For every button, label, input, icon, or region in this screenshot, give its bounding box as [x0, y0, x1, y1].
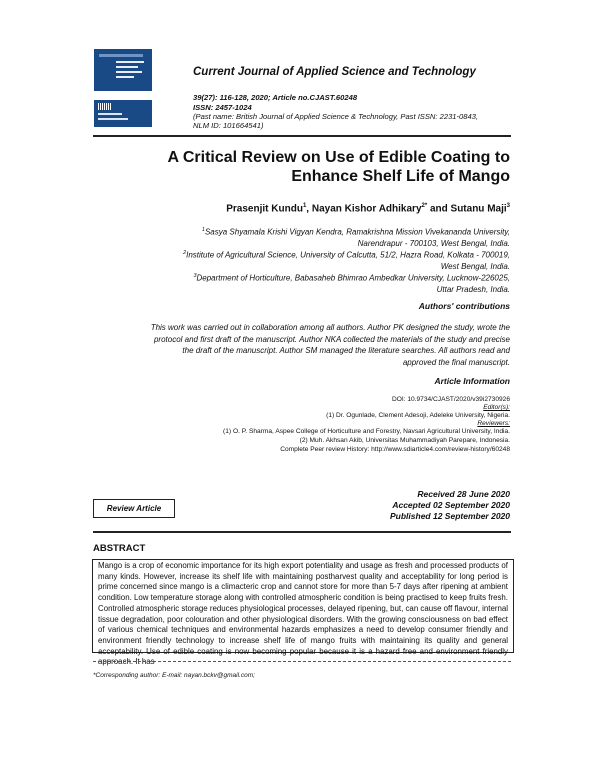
reviewers-label: Reviewers: [477, 420, 510, 427]
published-date: Published 12 September 2020 [390, 511, 510, 521]
article-title: A Critical Review on Use of Edible Coating to Enhance Shelf Life of Mango [167, 149, 510, 185]
reviewer-entry: (2) Muh. Akhsan Akib, Universitas Muhammadiyah Parepare, Indonesia. [299, 437, 510, 444]
author-name: Sutanu Maji [450, 203, 507, 215]
journal-name: Current Journal of Applied Science and Technology [193, 66, 476, 78]
reviewer-entry: (1) O. P. Sharma, Aspee College of Horticulture and Forestry, Navsari Agricultural University, India. [223, 428, 510, 435]
author-list: Prasenjit Kundu$^1$, Nayan Kishor Adhikary$^{2*}$ and Sutanu Maji$^3$ [226, 203, 510, 215]
journal-issn: ISSN: 2457-1024 [193, 103, 252, 112]
article-info-heading: Article Information [434, 376, 510, 386]
header-rule [93, 135, 511, 137]
journal-nlm-id: NLM ID: 101664541) [193, 121, 264, 130]
editor-entry: (1) Dr. Ogunlade, Clement Adesoji, Adeleke University, Nigeria. [326, 412, 510, 419]
review-history: Complete Peer review History: http://www.sdiarticle4.com/review-history/60248 [280, 446, 510, 453]
contributions-heading: Authors' contributions [418, 301, 510, 311]
affiliation: $^3$Department of Horticulture, Babasaheb Bhimrao Ambedkar University, Lucknow-226025, Uttar Pradesh, India. [193, 273, 510, 295]
footnote-separator [93, 661, 511, 662]
journal-past-name: (Past name: British Journal of Applied Science & Technology, Past ISSN: 2231-0843, [193, 112, 479, 121]
review-history-link[interactable]: http://www.sdiarticle4.com/review-history/60248 [371, 446, 510, 453]
affiliation: $^1$Sasya Shyamala Krishi Vigyan Kendra, Ramakrishna Mission Vivekananda University, Narendrapur - 700103, West Bengal, India. [201, 227, 510, 249]
contributions-text: This work was carried out in collaboration among all authors. Author PK designed the study, wrote the protocol and first draft of the manuscript. Author NKA collected the materials of the study and precise the draft of the manuscript. Author SM managed the literature searches. All authors read and approved the final manuscript. [150, 323, 510, 367]
abstract-box [92, 559, 514, 667]
abstract-rule [93, 531, 511, 533]
journal-barcode-thumbnail [94, 100, 152, 127]
doi: DOI: 10.9734/CJAST/2020/v39i2730926 [391, 396, 510, 403]
editors-label: Editor(s): [483, 404, 510, 411]
affiliation: $^2$Institute of Agricultural Science, University of Calcutta, 51/2, Hazra Road, Kolkata - 700019, West Bengal, India. [183, 250, 510, 272]
received-date: Received 28 June 2020 [417, 489, 510, 499]
journal-cover-thumbnail [94, 49, 152, 91]
abstract-heading: ABSTRACT [93, 543, 146, 554]
author-name: Prasenjit Kundu [226, 203, 303, 215]
abstract-text: Mango is a crop of economic importance for its high export potentiality and usage as fresh and processed products of many kinds. However, increase its shelf life with maintaining postharvest quality and acceptability for long period is prime concerned since mango is a climacteric crop and cannot store for more than 5-7 days after ripening at ambient condition. Low temperature storage along with controlled atmospheric condition is being practised to keep fruits fresh. Controlled atmospheric storage reduces physiological processes, delayed ripening, but, can cause off flavour, internal tissue degradation, poor colouration and other physiological disorders. With the growing consciousness on bad effect of various chemical techniques and environmental hazards emphasizes a need to develop consumer friendly and environment friendly technology to increase shelf life of mango fruits with maintaining its quality and general acceptability. Use of edible coating is now becoming popular because it is a hazard free and environment friendly approach. It has [98, 561, 508, 667]
author-name: Nayan Kishor Adhikary [311, 203, 422, 215]
article-type-badge: Review Article [93, 499, 175, 518]
journal-citation: 39(27): 116-128, 2020; Article no.CJAST.60248 [193, 93, 358, 102]
corresponding-author-footnote: *Corresponding author: E-mail: nayan.bckv@gmail.com; [93, 672, 255, 679]
accepted-date: Accepted 02 September 2020 [392, 500, 510, 510]
